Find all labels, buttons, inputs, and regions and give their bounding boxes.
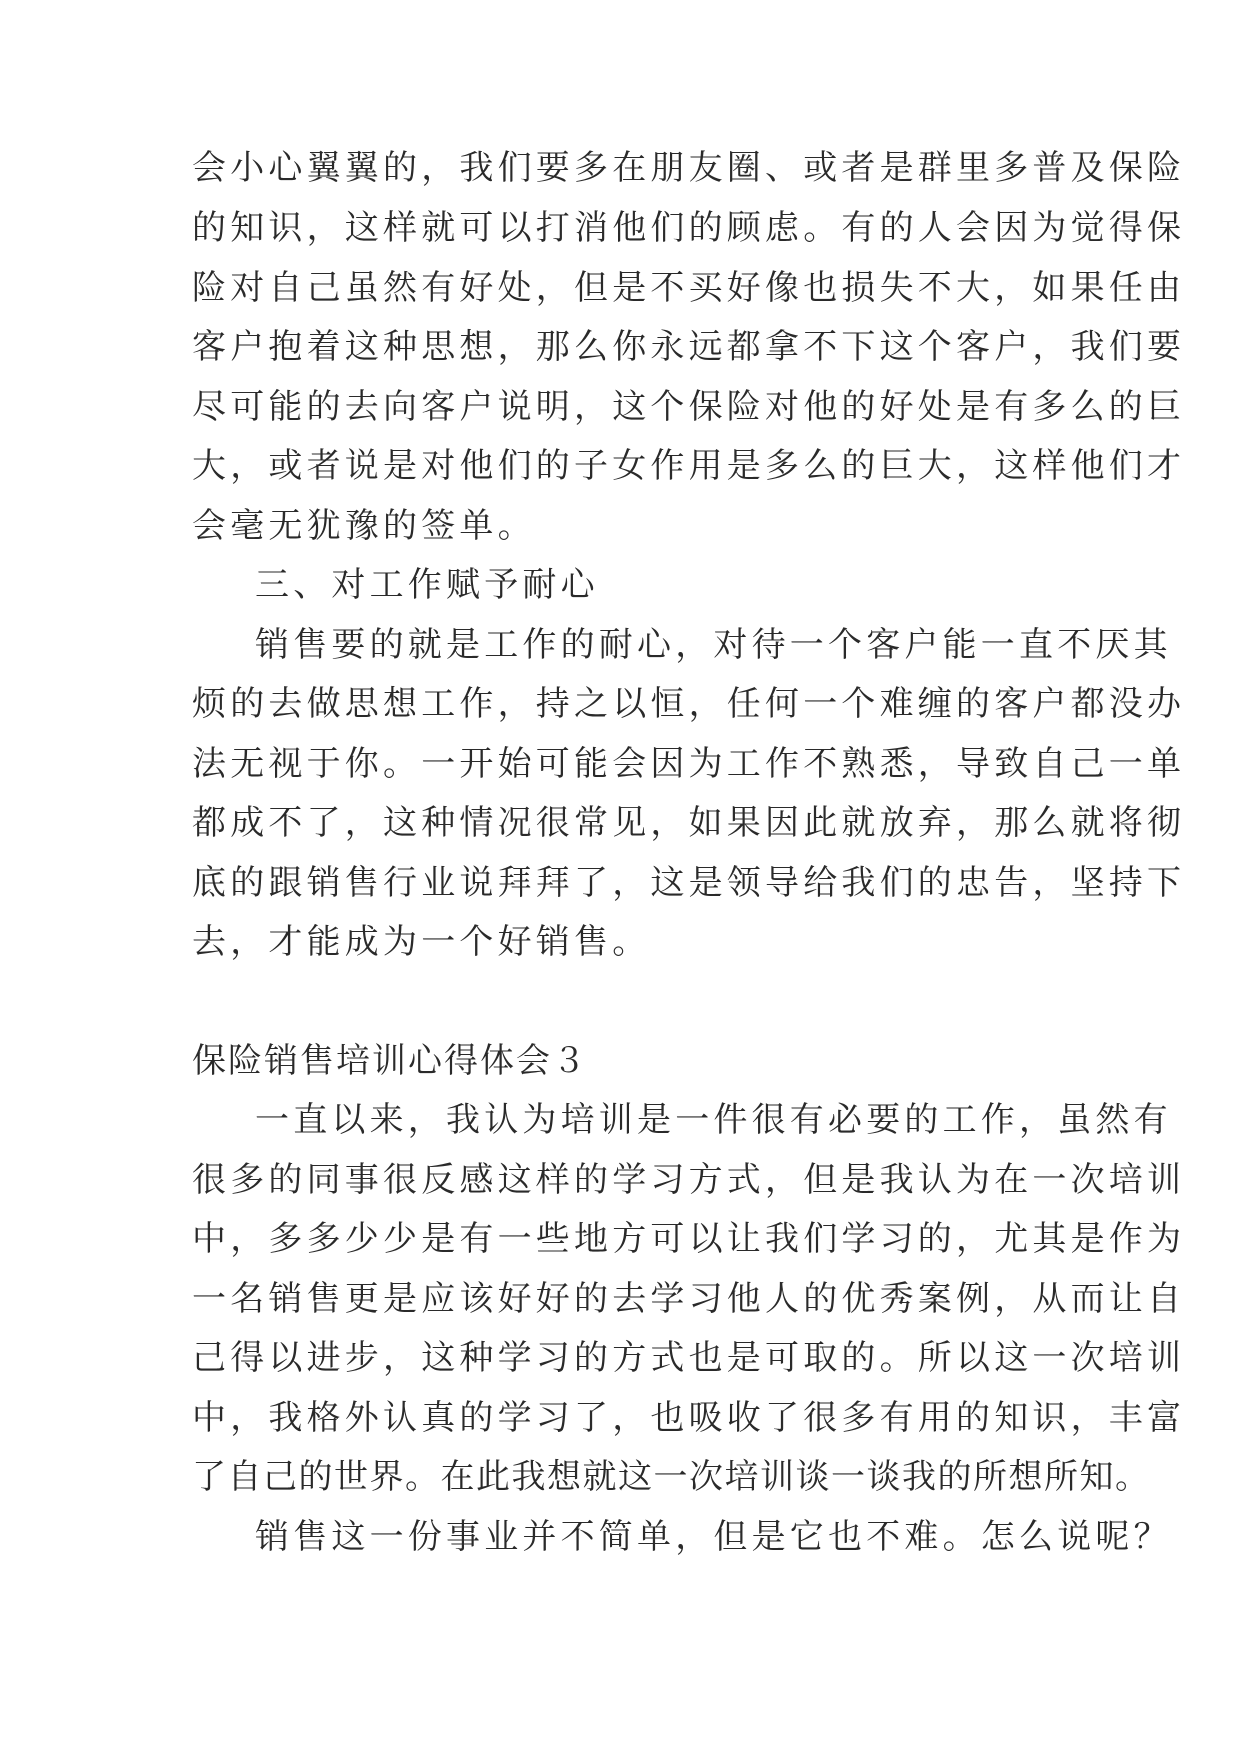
paragraph-line: 尽可能的去向客户说明，这个保险对他的好处是有多么的巨 — [192, 387, 1186, 427]
paragraph-line: 销售要的就是工作的耐心，对待一个客户能一直不厌其 — [255, 625, 1172, 665]
paragraph-line: 销售这一份事业并不简单，但是它也不难。怎么说呢？ — [255, 1517, 1172, 1557]
paragraph-line: 一名销售更是应该好好的去学习他人的优秀案例，从而让自 — [192, 1279, 1186, 1319]
paragraph-line: 很多的同事很反感这样的学习方式，但是我认为在一次培训 — [192, 1160, 1186, 1200]
paragraph-line: 去，才能成为一个好销售。 — [192, 922, 651, 962]
section-heading: 三、对工作赋予耐心 — [255, 565, 599, 605]
paragraph-line: 了自己的世界。在此我想就这一次培训谈一谈我的所想所知。 — [192, 1457, 1151, 1497]
paragraph-line: 会毫无犹豫的签单。 — [192, 506, 536, 546]
paragraph-line: 中，我格外认真的学习了，也吸收了很多有用的知识，丰富 — [192, 1398, 1186, 1438]
paragraph-line: 的知识，这样就可以打消他们的顾虑。有的人会因为觉得保 — [192, 208, 1186, 248]
paragraph-line: 法无视于你。一开始可能会因为工作不熟悉，导致自己一单 — [192, 744, 1186, 784]
paragraph-line: 己得以进步，这种学习的方式也是可取的。所以这一次培训 — [192, 1338, 1186, 1378]
paragraph-line: 大，或者说是对他们的子女作用是多么的巨大，这样他们才 — [192, 446, 1186, 486]
paragraph-line: 客户抱着这种思想，那么你永远都拿不下这个客户，我们要 — [192, 327, 1186, 367]
paragraph-line: 底的跟销售行业说拜拜了，这是领导给我们的忠告，坚持下 — [192, 863, 1186, 903]
paragraph-line: 烦的去做思想工作，持之以恒，任何一个难缠的客户都没办 — [192, 684, 1186, 724]
article-title: 保险销售培训心得体会３ — [192, 1041, 588, 1081]
paragraph-line: 会小心翼翼的，我们要多在朋友圈、或者是群里多普及保险 — [192, 148, 1186, 188]
paragraph-line: 一直以来，我认为培训是一件很有必要的工作，虽然有 — [255, 1100, 1172, 1140]
paragraph-line: 都成不了，这种情况很常见，如果因此就放弃，那么就将彻 — [192, 803, 1186, 843]
paragraph-line: 中，多多少少是有一些地方可以让我们学习的，尤其是作为 — [192, 1219, 1186, 1259]
paragraph-line: 险对自己虽然有好处，但是不买好像也损失不大，如果任由 — [192, 268, 1186, 308]
